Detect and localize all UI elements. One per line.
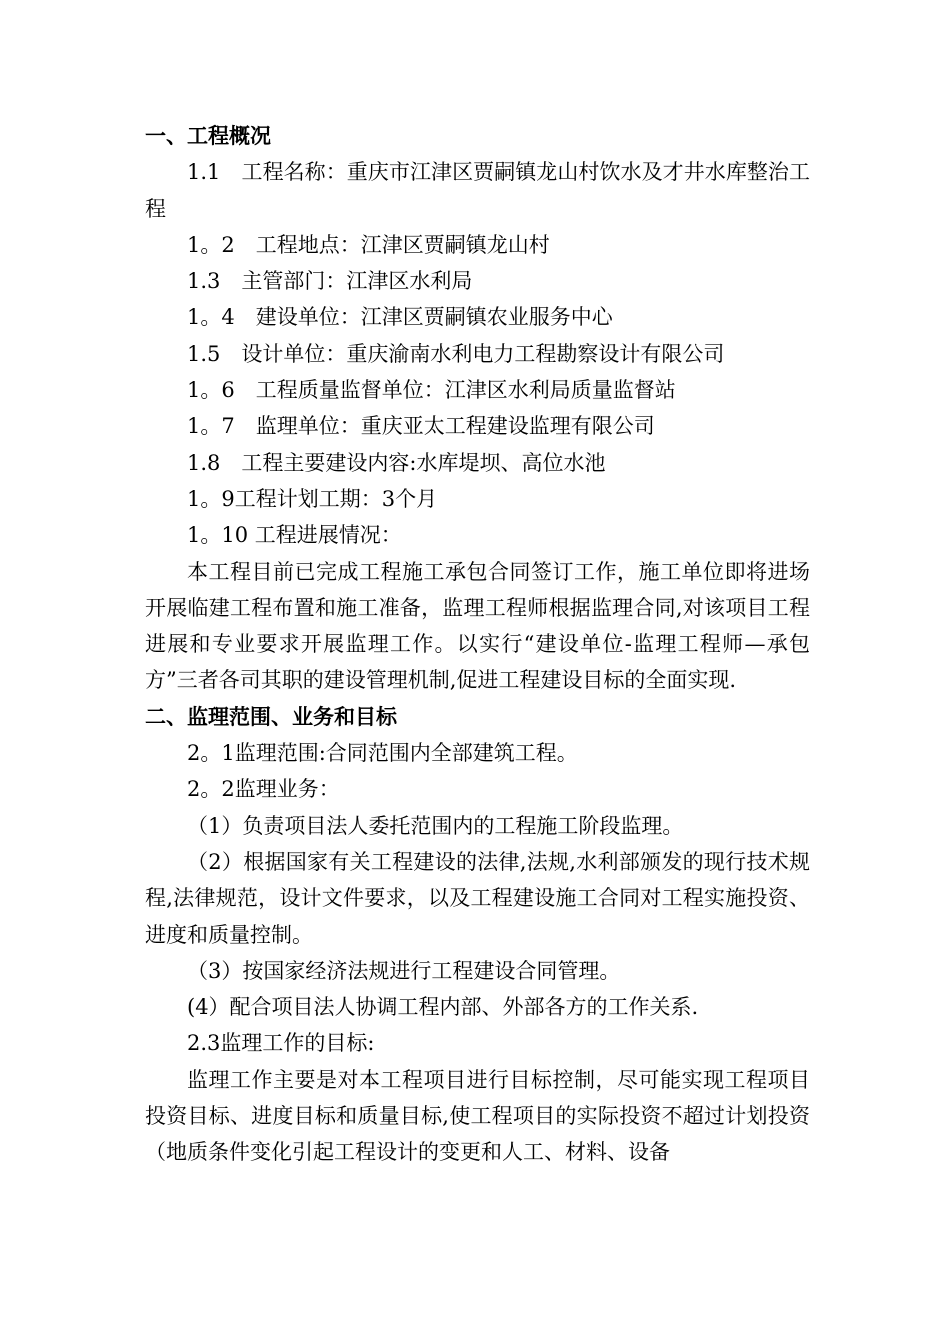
section-heading-2: 二、监理范围、业务和目标 <box>145 704 397 729</box>
section-heading-1: 一、工程概况 <box>145 124 271 148</box>
document-body <box>145 118 810 1171</box>
paragraph-1-2: 1。2 工程地点：江津区贾嗣镇龙山村 <box>187 232 550 257</box>
paragraph-progress: 本工程目前已完成工程施工承包合同签订工作，施工单位即将进场开展临建工程布置和施工准备，监理工程师根据监理合同,对该项目工程进展和专业要求开展监理工作。以实行“建设单位-监理工程师—承包方”三者各司其职的建设管理机制,促进工程建设目标的全面实现. <box>145 559 810 693</box>
paragraph-1-8: 1.8 工程主要建设内容:水库堤坝、高位水池 <box>187 450 606 475</box>
paragraph-1-1: 1.1 工程名称：重庆市江津区贾嗣镇龙山村饮水及才井水库整治工程 <box>145 160 810 221</box>
paragraph-2-2-4: (4）配合项目法人协调工程内部、外部各方的工作关系. <box>187 995 699 1020</box>
paragraph-2-2-3: （3）按国家经济法规进行工程建设合同管理。 <box>187 958 621 983</box>
paragraph-1-7: 1。7 监理单位：重庆亚太工程建设监理有限公司 <box>187 414 655 439</box>
paragraph-2-2-2: （2）根据国家有关工程建设的法律,法规,水利部颁发的现行技术规程,法律规范，设计文件要求，以及工程建设施工合同对工程实施投资、进度和质量控制。 <box>145 849 810 947</box>
paragraph-1-3: 1.3 主管部门：江津区水利局 <box>187 269 473 294</box>
paragraph-2-3: 2.3监理工作的目标: <box>187 1031 375 1056</box>
paragraph-1-9: 1。9工程计划工期：3个月 <box>187 486 438 511</box>
paragraph-2-3-body: 监理工作主要是对本工程项目进行目标控制，尽可能实现工程项目投资目标、进度目标和质量目标,使工程项目的实际投资不超过计划投资（地质条件变化引起工程设计的变更和人工、材料、设备 <box>145 1067 810 1165</box>
paragraph-1-6: 1。6 工程质量监督单位：江津区水利局质量监督站 <box>187 378 676 403</box>
paragraph-2-1: 2。1监理范围:合同范围内全部建筑工程。 <box>187 741 578 766</box>
paragraph-1-4: 1。4 建设单位：江津区贾嗣镇农业服务中心 <box>187 305 613 330</box>
paragraph-1-5: 1.5 设计单位：重庆渝南水利电力工程勘察设计有限公司 <box>187 341 725 366</box>
paragraph-2-2-1: （1）负责项目法人委托范围内的工程施工阶段监理。 <box>187 813 684 838</box>
paragraph-2-2: 2。2监理业务： <box>187 777 340 802</box>
paragraph-1-10: 1。10 工程进展情况： <box>187 523 402 548</box>
